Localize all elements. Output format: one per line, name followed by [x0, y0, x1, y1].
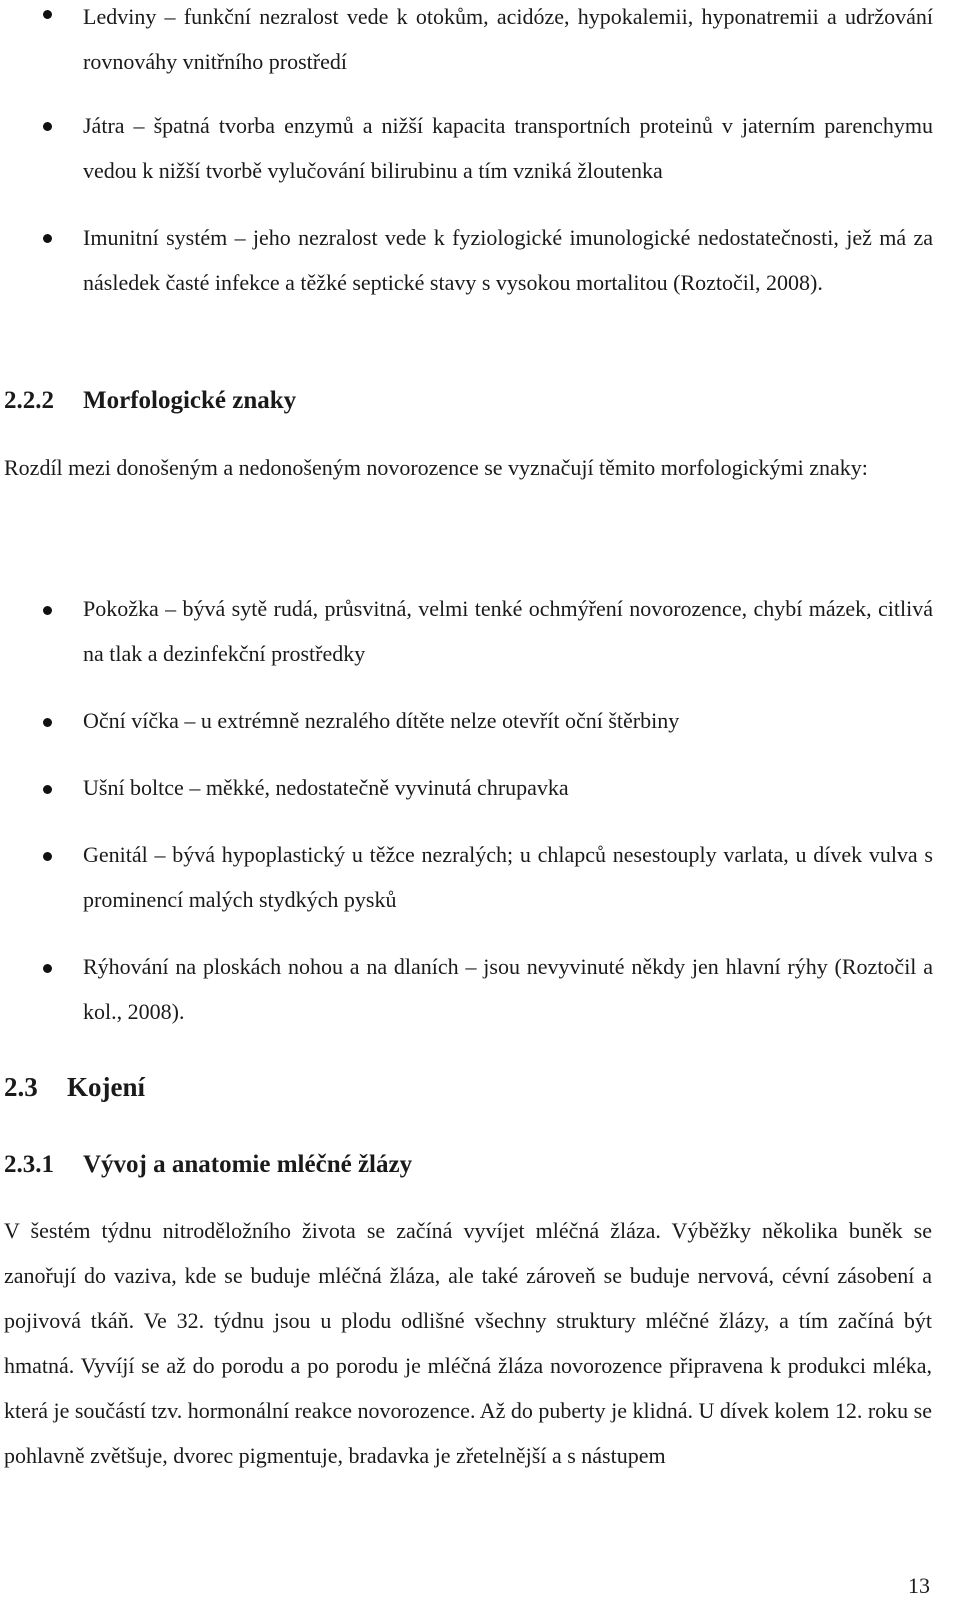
bullet-icon [43, 234, 52, 243]
bullet-icon [43, 10, 52, 19]
section-heading [4, 1150, 412, 1180]
intro-paragraph: Rozdíl mezi donošeným a nedonošeným novorozence se vyznačují těmito morfologickými znaky: [4, 455, 868, 480]
section-heading [4, 386, 296, 416]
bullet-icon [43, 964, 52, 973]
list-item-text: Genitál – bývá hypoplastický u těžce nezralých; u chlapců nesestouply varlata, u dívek vulva s prominencí malých stydkých pysků [83, 842, 933, 912]
list-item-text: Ušní boltce – měkké, nedostatečně vyvinutá chrupavka [83, 775, 569, 800]
list-item-text: Imunitní systém – jeho nezralost vede k fyziologické imunologické nedostatečnosti, jež má za následek časté infekce a těžké septické stavy s vysokou mortalitou (Roztočil, 2008). [83, 225, 933, 295]
section-number: 2.3 [4, 1072, 38, 1102]
section-title: Morfologické znaky [83, 387, 297, 414]
section-number: 2.3.1 [4, 1151, 54, 1178]
section-title: Vývoj a anatomie mléčné žlázy [83, 1151, 413, 1178]
list-item-text: Rýhování na ploskách nohou a na dlaních – jsou nevyvinuté někdy jen hlavní rýhy (Roztočil a kol., 2008). [83, 954, 933, 1024]
list-item-text: Pokožka – bývá sytě rudá, průsvitná, velmi tenké ochmýření novorozence, chybí mázek, citlivá na tlak a dezinfekční prostředky [83, 596, 933, 666]
section-title: Kojení [67, 1072, 145, 1102]
bullet-icon [43, 785, 52, 794]
page-number: 13 [908, 1573, 930, 1598]
list-item-text: Oční víčka – u extrémně nezralého dítěte nelze otevřít oční štěrbiny [83, 708, 680, 733]
chapter-heading [4, 1071, 145, 1103]
bullet-icon [43, 122, 52, 131]
bullet-icon [43, 606, 52, 615]
bullet-icon [43, 718, 52, 727]
bullet-icon [43, 852, 52, 861]
body-paragraph: V šestém týdnu nitroděložního života se začíná vyvíjet mléčná žláza. Výběžky několika buněk se zanořují do vaziva, kde se buduje mléčná žláza, ale také zároveň se buduje nervová, cévní zásobení a pojivová tkáň. Ve 32. týdnu jsou u plodu odlišné všechny struktury mléčné žlázy, a tím začíná být hmatná. Vyvíjí se až do porodu a po porodu je mléčná žláza novorozence připravena k produkci mléka, která je součástí tzv. hormonální reakce novorozence. Až do puberty je klidná. U dívek kolem 12. roku se pohlavně zvětšuje, dvorec pigmentuje, bradavka je zřetelnější a s nástupem [4, 1218, 932, 1468]
list-item-text: Ledviny – funkční nezralost vede k otokům, acidóze, hypokalemii, hyponatremii a udržování rovnováhy vnitřního prostředí [83, 4, 933, 74]
list-item-text: Játra – špatná tvorba enzymů a nižší kapacita transportních proteinů v jaterním parenchymu vedou k nižší tvorbě vylučování bilirubinu a tím vzniká žloutenka [83, 113, 933, 183]
section-number: 2.2.2 [4, 387, 54, 414]
